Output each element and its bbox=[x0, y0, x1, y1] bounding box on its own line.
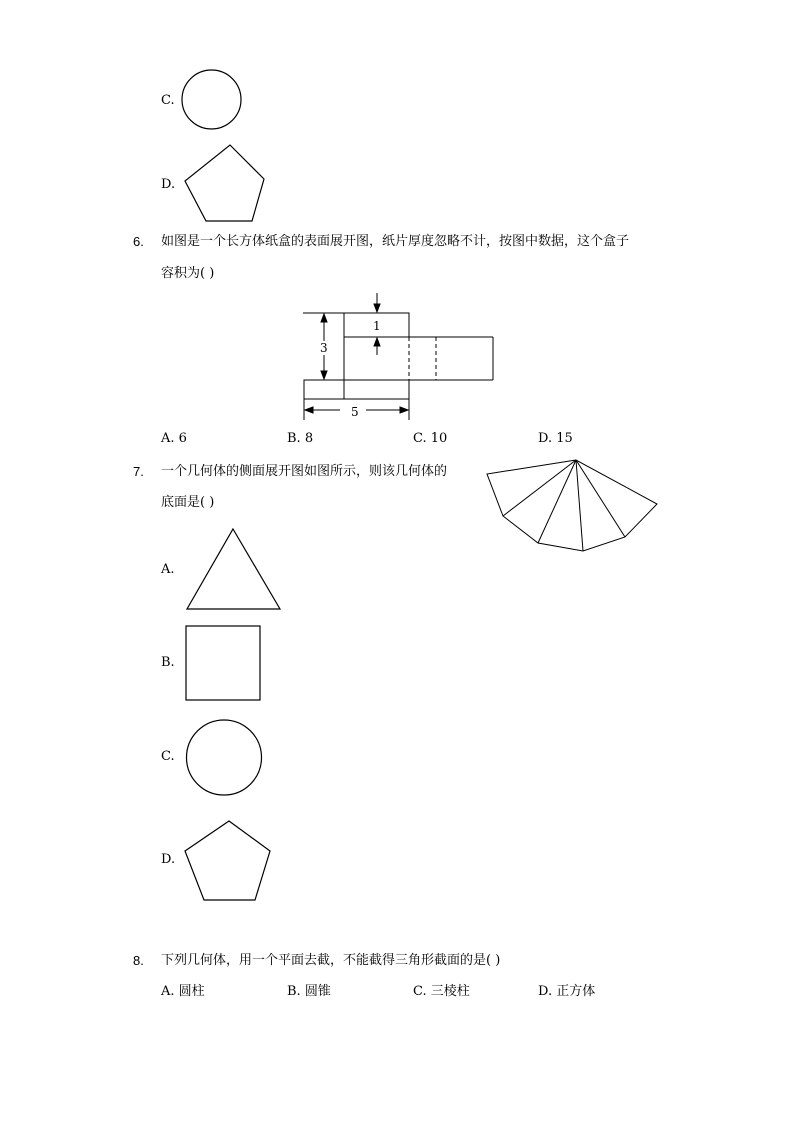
q7-option-d-pentagon bbox=[184, 820, 272, 903]
q6-choice-b[interactable]: B. 8 bbox=[287, 431, 314, 446]
q8-choice-d[interactable]: D. 正方体 bbox=[538, 984, 596, 999]
q6-number: 6. bbox=[133, 234, 144, 249]
q6-choice-c[interactable]: C. 10 bbox=[413, 431, 448, 446]
q7-option-d-label: D. bbox=[161, 852, 176, 867]
q7-option-a-label: A. bbox=[161, 562, 175, 577]
q6-stem-line2: 容积为( ) bbox=[161, 266, 215, 281]
q8-choice-b[interactable]: B. 圆锥 bbox=[287, 984, 331, 999]
q7-option-c-circle bbox=[185, 719, 265, 797]
q6-dim-top-label: 1 bbox=[373, 319, 381, 333]
q6-choice-d[interactable]: D. 15 bbox=[538, 431, 573, 446]
q7-option-a-triangle bbox=[186, 528, 282, 611]
q7-number: 7. bbox=[133, 464, 144, 479]
q8-stem-line1: 下列几何体，用一个平面去截，不能截得三角形截面的是( ) bbox=[161, 953, 501, 968]
q7-option-b-square bbox=[185, 625, 262, 702]
q6-choice-a[interactable]: A. 6 bbox=[161, 431, 187, 446]
q6-stem-line1: 如图是一个长方体纸盒的表面展开图，纸片厚度忽略不计，按图中数据，这个盒子 bbox=[161, 234, 630, 249]
q7-stem-line1: 一个几何体的侧面展开图如图所示，则该几何体的 bbox=[161, 464, 448, 479]
q7-option-c-label: C. bbox=[161, 749, 175, 764]
q8-number: 8. bbox=[133, 953, 144, 968]
q5-option-d-label: D. bbox=[161, 177, 176, 192]
q6-dim-left-label: 3 bbox=[320, 341, 328, 355]
q8-choice-a[interactable]: A. 圆柱 bbox=[161, 984, 205, 999]
q8-choice-c[interactable]: C. 三棱柱 bbox=[413, 984, 470, 999]
q7-stem-line2: 底面是( ) bbox=[161, 495, 215, 510]
q7-option-b-label: B. bbox=[161, 655, 175, 670]
q5-option-c-label: C. bbox=[161, 93, 175, 108]
q6-dim-bottom-label: 5 bbox=[351, 405, 359, 419]
